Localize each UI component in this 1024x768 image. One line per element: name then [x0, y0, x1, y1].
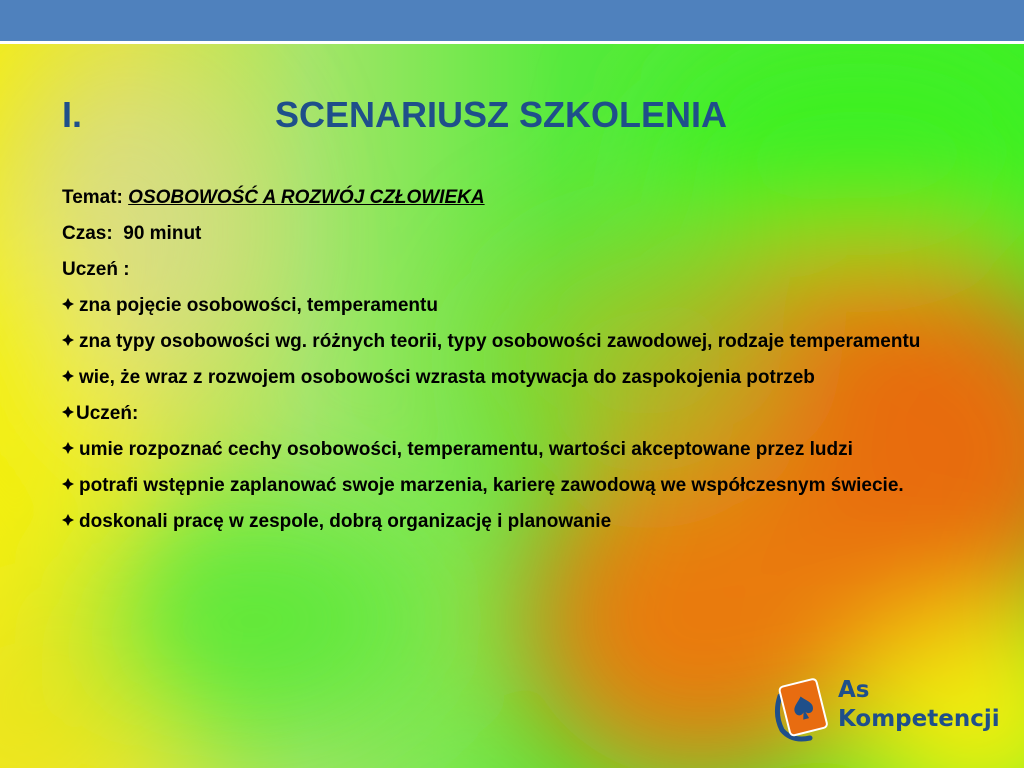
top-banner-divider	[0, 41, 1024, 44]
list-item-text: zna pojęcie osobowości, temperamentu	[79, 295, 438, 316]
time-line	[62, 220, 982, 247]
list-item	[62, 292, 982, 319]
as-kompetencji-logo	[770, 672, 1000, 746]
slide-title-number: I.	[62, 94, 83, 135]
diamond-bullet-icon	[62, 370, 74, 382]
diamond-bullet-icon	[62, 514, 74, 526]
list-item	[62, 364, 982, 391]
list-item	[62, 436, 982, 463]
logo-line-1: As	[838, 677, 870, 703]
slide-title-text: SCENARIUSZ SZKOLENIA	[275, 94, 728, 135]
student-heading-2-text: Uczeń:	[76, 403, 139, 424]
diamond-bullet-icon	[62, 406, 74, 418]
time-label: Czas:	[62, 223, 113, 244]
list-item-text: zna typy osobowości wg. różnych teorii, typy osobowości zawodowej, rodzaje temperamentu	[79, 331, 921, 352]
logo-line-2: Kompetencji	[838, 706, 1000, 732]
diamond-bullet-icon	[62, 298, 74, 310]
logo-wordmark	[838, 676, 1000, 734]
diamond-bullet-icon	[62, 478, 74, 490]
top-banner	[0, 0, 1024, 41]
student-heading: Uczeń :	[62, 259, 130, 280]
time-value: 90 minut	[123, 223, 202, 244]
student-heading-2	[62, 400, 982, 427]
list-item	[62, 508, 982, 535]
slide-content	[62, 184, 982, 544]
list-item-text: wie, że wraz z rozwojem osobowości wzrasta motywacja do zaspokojenia potrzeb	[79, 367, 815, 388]
diamond-bullet-icon	[62, 442, 74, 454]
list-item	[62, 328, 982, 355]
list-item-text: doskonali pracę w zespole, dobrą organizację i planowanie	[79, 511, 612, 532]
topic-line	[62, 184, 982, 211]
list-item-text: umie rozpoznać cechy osobowości, temperamentu, wartości akceptowane przez ludzi	[79, 439, 853, 460]
list-item	[62, 472, 982, 499]
topic-label: Temat:	[62, 187, 123, 208]
diamond-bullet-icon	[62, 334, 74, 346]
list-item-text: potrafi wstępnie zaplanować swoje marzenia, karierę zawodową we współczesnym świecie.	[79, 475, 904, 496]
topic-value: OSOBOWOŚĆ A ROZWÓJ CZŁOWIEKA	[128, 187, 485, 208]
card-spade-icon	[770, 674, 832, 742]
